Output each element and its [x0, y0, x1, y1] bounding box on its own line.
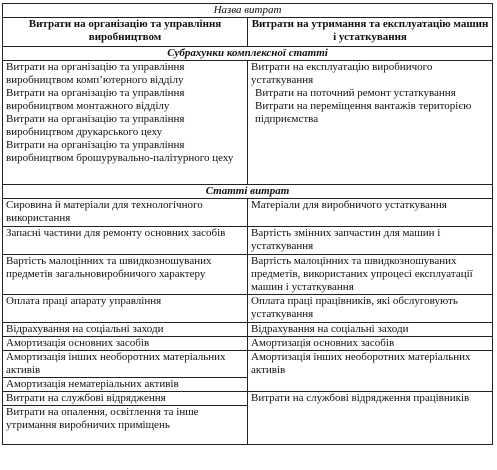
- column-header-organization: Витрати на організацію та управління виробництвом: [3, 18, 248, 47]
- item-left: Запасні частини для ремонту основних засобів: [3, 227, 248, 255]
- item-left: Амортизація інших необоротних матеріальних активів: [3, 351, 248, 378]
- subtotal-item: Витрати на організацію та управління виробництвом друкарського цеху: [6, 113, 185, 138]
- section-subtotals: Субрахунки комплексної статті: [3, 47, 493, 61]
- item-right: Вартість змінних запчастин для машин і устаткування: [248, 227, 493, 255]
- item-left: Амортизація нематеріальних активів: [3, 378, 248, 392]
- item-left: Сировина й матеріали для технологічного використання: [3, 199, 248, 227]
- cost-table-container: [2, 3, 492, 445]
- subtotal-item: Витрати на організацію та управління виробництвом брошурувально-палітурного цеху: [6, 139, 234, 164]
- section-cost-items: Статті витрат: [3, 185, 493, 199]
- item-right: Вартість малоцінних та швидкозношуваних предметів, використаних упроцесі експлуатації машин і устаткування: [248, 255, 493, 295]
- item-right: Відрахування на соціальні заходи: [248, 323, 493, 337]
- subtotal-item: Витрати на поточний ремонт устаткування: [255, 87, 456, 99]
- subtotal-item: Витрати на організацію та управління виробництвом комп’ютерного відділу: [6, 61, 185, 86]
- subtotals-left-cell: [3, 61, 248, 185]
- subtotals-right-cell: [248, 61, 493, 185]
- item-left: Оплата праці апарату управління: [3, 295, 248, 323]
- item-right: Амортизація інших необоротних матеріальних активів: [248, 351, 493, 392]
- subtotal-item: Витрати на організацію та управління виробництвом монтажного відділу: [6, 87, 185, 112]
- item-left: Відрахування на соціальні заходи: [3, 323, 248, 337]
- item-left: Амортизація основних засобів: [3, 337, 248, 351]
- table-title: Назва витрат: [3, 4, 493, 18]
- subtotal-item: Витрати на експлуатацію виробничого устаткування: [251, 61, 433, 86]
- item-right: Матеріали для виробничого устаткування: [248, 199, 493, 227]
- cost-items-table: [2, 3, 493, 445]
- item-right: Оплата праці працівників, які обслуговують устаткування: [248, 295, 493, 323]
- item-right: Амортизація основних засобів: [248, 337, 493, 351]
- column-header-maintenance: Витрати на утримання та експлуатацію машин і устаткування: [248, 18, 493, 47]
- item-left: Витрати на службові відрядження: [3, 392, 248, 406]
- item-right: Витрати на службові відрядження працівників: [248, 392, 493, 445]
- item-left: Витрати на опалення, освітлення та інше утримання виробничих приміщень: [3, 406, 248, 445]
- item-left: Вартість малоцінних та швидкозношуваних предметів загальновиробничого характеру: [3, 255, 248, 295]
- subtotal-item: Витрати на переміщення вантажів територією підприємства: [255, 100, 472, 125]
